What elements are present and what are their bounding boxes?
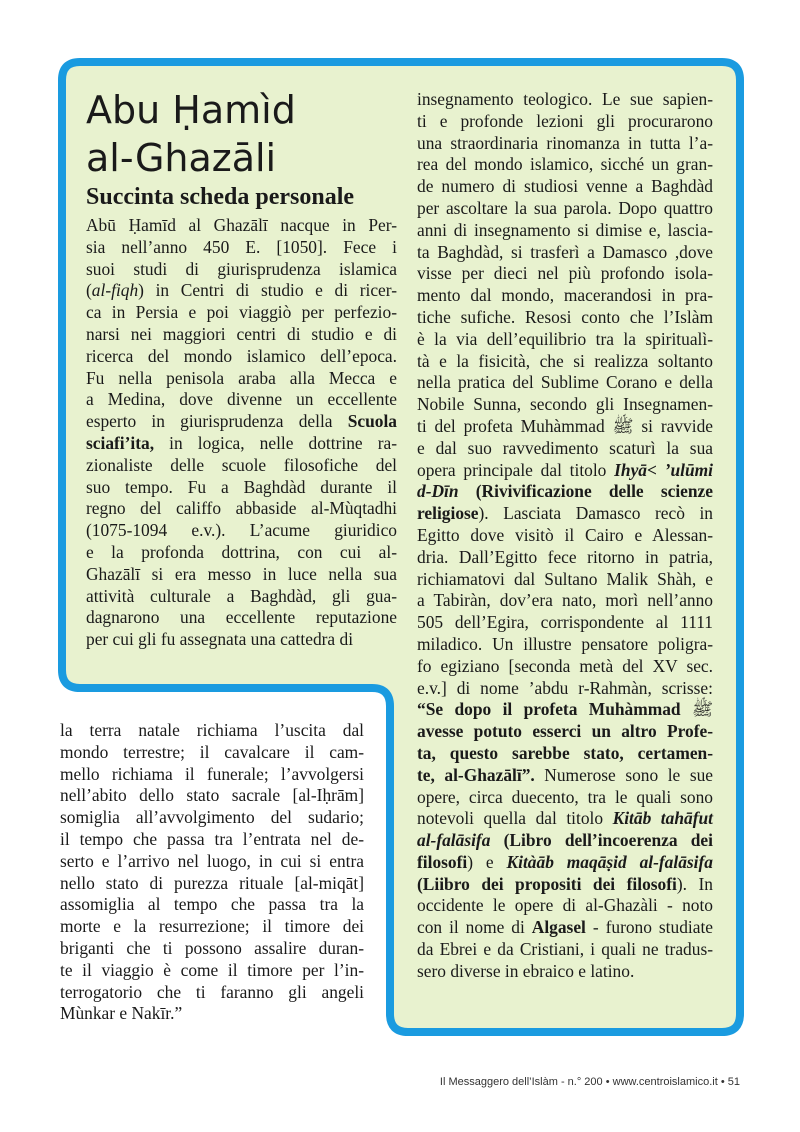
text-line: sia nell’anno 450 E. [1050]. Fece i xyxy=(86,236,397,257)
text-line: ti e profonde lezioni gli procurarono xyxy=(417,110,713,131)
article-title-line: Abu Ḥamìd xyxy=(86,88,296,132)
text-line: Nobile Sunna, secondo gli Insegnamen- xyxy=(417,394,713,415)
sidebar-column-1 xyxy=(86,215,397,651)
text-line: richiamatovi dal Sultano Malik Shàh, e xyxy=(417,568,713,589)
text-line: tà e la fisicità, che si realizza soltanto xyxy=(417,350,713,371)
text-line: tiche sufiche. Resosi conto che l’Islàm xyxy=(417,306,713,327)
text-line: rea del mondo islamico, sicché un gran- xyxy=(417,154,713,175)
text-line: suoi studi di giurisprudenza islamica xyxy=(86,258,397,279)
sidebar-column-2 xyxy=(417,89,713,983)
text-line: una straordinaria rinomanza in tutta l’a- xyxy=(417,132,713,153)
text-line: (Liibro dei propositi dei filosofi). In xyxy=(417,873,713,894)
footer-page-number: 51 xyxy=(727,1076,740,1088)
text-line: Mùnkar e Nakīr.” xyxy=(60,1003,183,1024)
text-line: mento dal mondo, macerandosi in pra- xyxy=(417,285,713,306)
text-line: zionaliste delle scuole filosofiche del xyxy=(86,454,397,475)
text-line: mello richiama il funerale; l’avvolgersi xyxy=(60,763,364,784)
text-line: “Se dopo il profeta Muhàmmad ﷺ xyxy=(417,699,713,720)
text-line: suo tempo. Fu a Baghdàd durante il xyxy=(86,476,397,497)
text-line: somiglia all’avvolgimento del sudario; xyxy=(60,807,364,828)
text-line: a Medina, dove divenne un eccellente xyxy=(86,389,397,410)
text-line: filosofi) e Kitàāb maqāṣid al-falāsifa xyxy=(417,851,713,872)
text-line: esperto in giurisprudenza della Scuola xyxy=(86,411,397,432)
text-line: religiose). Lasciata Damasco recò in xyxy=(417,503,713,524)
text-line: assomiglia al tempo che passa tra la xyxy=(60,894,364,915)
text-line: (1075-1094 e.v.). L’acume giuridico xyxy=(86,520,397,541)
text-line: anni di insegnamento si dimise e, lascia- xyxy=(417,219,713,240)
text-line: per ascoltare la sua parola. Dopo quattro xyxy=(417,197,713,218)
text-line: dagnarono una eccellente reputazione xyxy=(86,607,397,628)
text-line: Fu nella penisola araba alla Mecca e xyxy=(86,367,397,388)
footer-separator: • xyxy=(605,1076,610,1088)
text-line: e dal suo ravvedimento scaturì la sua xyxy=(417,437,713,458)
text-line: te il viaggio è come il timore per l’in- xyxy=(60,959,364,980)
text-line: opera principale dal titolo Ihyā< ’ulūmi xyxy=(417,459,713,480)
text-line: ta, questo sarebbe stato, certamen- xyxy=(417,742,713,763)
quote-column xyxy=(60,720,364,1025)
text-line: 505 dell’Egira, corrispondente al 1111 xyxy=(417,612,713,633)
text-line: (al-fiqh) in Centri di studio e di ricer- xyxy=(86,280,397,301)
text-line: sero diverse in ebraico e latino. xyxy=(417,960,635,981)
text-line: te, al-Ghazālī”. Numerose sono le sue xyxy=(417,764,713,785)
text-line: da Ebrei e da Cristiani, i quali ne tradus- xyxy=(417,939,713,960)
article-subtitle: Succinta scheda personale xyxy=(86,184,355,210)
text-line: con il nome di Algasel - furono studiate xyxy=(417,917,713,938)
text-line: ta Baghdàd, si trasferì a Damasco ,dove xyxy=(417,241,713,262)
text-line: attività culturale a Baghdàd, gli gua- xyxy=(86,585,397,606)
text-line: Ghazālī si era messo in luce nella sua xyxy=(86,563,397,584)
text-line: visse per dieci nel più profondo isola- xyxy=(417,263,713,284)
text-line: morte e la resurrezione; il timore dei xyxy=(60,916,364,937)
page-footer xyxy=(440,1076,740,1088)
text-line: al-falāsifa (Libro dell’incoerenza dei xyxy=(417,830,713,851)
text-line: sciafi’ita, in logica, nelle dottrine ra- xyxy=(86,432,397,453)
text-line: Abū Ḥamīd al Ghazālī nacque in Per- xyxy=(86,215,397,235)
article-title-line: al-Ghazāli xyxy=(86,136,277,180)
text-line: il tempo che passa tra l’entrata nel de- xyxy=(60,828,364,849)
text-line: per cui gli fu assegnata una cattedra di xyxy=(86,629,354,650)
text-line: ca in Persia e poi viaggiò per perfezio- xyxy=(86,302,397,323)
text-line: d-Dīn (Rivivificazione delle scienze xyxy=(417,481,713,502)
text-line: insegnamento teologico. Le sue sapien- xyxy=(417,89,713,109)
text-line: miladico. Un illustre pensatore poligra- xyxy=(417,633,713,654)
text-line: ricerca del mondo islamico dell’epoca. xyxy=(86,345,397,366)
footer-separator: • xyxy=(720,1076,725,1088)
text-line: e la profonda dottrina, con cui al- xyxy=(86,541,397,562)
text-line: opere, circa duecento, tra le quali sono xyxy=(417,786,713,807)
text-line: occidente le opere di al-Ghazàli - noto xyxy=(417,895,713,916)
text-line: notevoli quella dal titolo Kitāb tahāfut xyxy=(417,808,713,829)
text-line: avesse potuto esserci un altro Profe- xyxy=(417,721,713,742)
text-line: fo egiziano [seconda metà del XV sec. xyxy=(417,655,713,676)
text-line: mondo terrestre; il cavalcare il cam- xyxy=(60,741,364,762)
text-line: terrogatorio che ti faranno gli angeli xyxy=(60,981,364,1002)
text-line: nell’abito dello stato sacrale [al-Iḥrām] xyxy=(60,785,364,806)
text-line: è la via dell’equilibrio tra la spiritualì- xyxy=(417,328,713,349)
text-line: serto e l’arrivo nel luogo, in cui si entra xyxy=(60,850,364,871)
footer-website: www.centroislamico.it xyxy=(612,1076,718,1088)
text-line: e.v.] di nome ’abdu r-Rahmàn, scrisse: xyxy=(417,677,713,698)
text-line: regno del califfo abbaside al-Mùqtadhi xyxy=(86,498,397,519)
footer-magazine: Il Messaggero dell’Islàm - n.° 200 xyxy=(439,1076,603,1088)
text-line: nello stato di purezza rituale [al-miqāt] xyxy=(60,872,364,893)
text-line: narsi nei maggiori centri di studio e di xyxy=(86,323,397,344)
text-line: nella pratica del Sublime Corano e della xyxy=(417,372,713,393)
text-line: la terra natale richiama l’uscita dal xyxy=(60,720,364,740)
text-line: briganti che ti possono assalire duran- xyxy=(60,937,364,958)
article-title xyxy=(86,86,406,182)
text-line: Egitto dove visitò il Cairo e Alessan- xyxy=(417,524,713,545)
text-line: de numero di studiosi venne a Baghdàd xyxy=(417,176,713,197)
text-line: dria. Dall’Egitto fece ritorno in patria, xyxy=(417,546,713,567)
text-line: ti del profeta Muhàmmad ﷺ si ravvide xyxy=(417,415,713,436)
text-line: a Tabiràn, dov’era nato, morì nell’anno xyxy=(417,590,713,611)
